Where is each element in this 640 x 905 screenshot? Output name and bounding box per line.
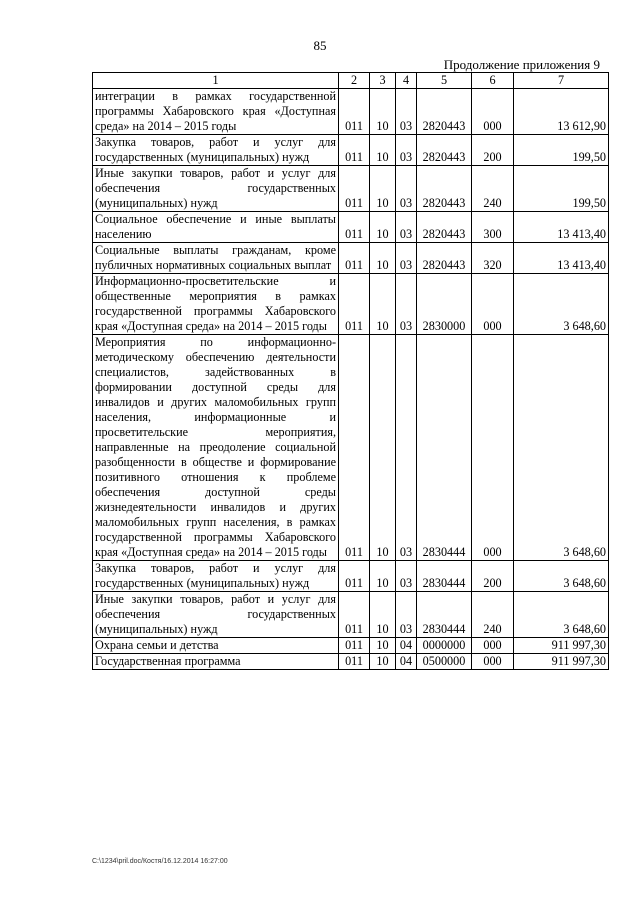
- row-code-expense-type: 300: [472, 212, 514, 243]
- row-amount: 3 648,60: [514, 335, 609, 561]
- row-code-target: 2820443: [417, 166, 472, 212]
- row-amount: 3 648,60: [514, 592, 609, 638]
- header-cell-3: 3: [370, 73, 396, 89]
- row-name: Охрана семьи и детства: [93, 638, 339, 654]
- row-code-expense-type: 000: [472, 335, 514, 561]
- row-name: интеграции в рамках государственной программы Хабаровского края «Доступная среда» на 2014 – 2015 годы: [93, 89, 339, 135]
- table-row: [93, 135, 609, 166]
- row-code-admin: 011: [339, 89, 370, 135]
- row-code-admin: 011: [339, 135, 370, 166]
- table-row: [93, 166, 609, 212]
- row-code-subsection: 03: [396, 166, 417, 212]
- row-code-subsection: 03: [396, 243, 417, 274]
- row-code-subsection: 04: [396, 654, 417, 670]
- row-code-target: 2830000: [417, 274, 472, 335]
- row-code-expense-type: 240: [472, 166, 514, 212]
- header-cell-6: 6: [472, 73, 514, 89]
- continuation-label: Продолжение приложения 9: [443, 57, 600, 72]
- row-code-expense-type: 200: [472, 561, 514, 592]
- row-name: Государственная программа: [93, 654, 339, 670]
- row-code-section: 10: [370, 166, 396, 212]
- row-code-expense-type: 000: [472, 654, 514, 670]
- row-code-target: 2820443: [417, 89, 472, 135]
- row-code-admin: 011: [339, 274, 370, 335]
- row-code-expense-type: 240: [472, 592, 514, 638]
- row-code-section: 10: [370, 212, 396, 243]
- row-amount: 13 413,40: [514, 212, 609, 243]
- row-amount: 3 648,60: [514, 561, 609, 592]
- row-code-target: 2820443: [417, 243, 472, 274]
- row-code-expense-type: 000: [472, 638, 514, 654]
- row-name: Мероприятия по информационно-методическому обеспечению деятельности специалистов, задействованных в формировании доступной среды для инвалидов и других маломобильных групп населения, информационные и просветительские мероприятия, направленные на преодоление социальной разобщенности в обществе и формирование позитивного отношения к проблеме обеспечения доступной среды жизнедеятельности инвалидов и других маломобильных групп населения, в рамках государственной программы Хабаровского края «Доступная среда» на 2014 – 2015 годы: [93, 335, 339, 561]
- row-amount: 911 997,30: [514, 638, 609, 654]
- row-code-target: 0500000: [417, 654, 472, 670]
- row-code-subsection: 03: [396, 212, 417, 243]
- row-name: Иные закупки товаров, работ и услуг для обеспечения государственных (муниципальных) нужд: [93, 592, 339, 638]
- row-code-target: 0000000: [417, 638, 472, 654]
- row-code-admin: 011: [339, 561, 370, 592]
- file-path-footer: C:\1234\pril.doc/Костя/16.12.2014 16:27:00: [92, 858, 228, 865]
- table-row: [93, 212, 609, 243]
- row-code-section: 10: [370, 135, 396, 166]
- budget-table: [92, 72, 609, 670]
- row-amount: 13 413,40: [514, 243, 609, 274]
- header-cell-1: 1: [93, 73, 339, 89]
- row-code-section: 10: [370, 638, 396, 654]
- row-code-admin: 011: [339, 638, 370, 654]
- row-code-section: 10: [370, 335, 396, 561]
- row-code-target: 2820443: [417, 212, 472, 243]
- row-code-section: 10: [370, 592, 396, 638]
- row-code-section: 10: [370, 654, 396, 670]
- row-amount: 199,50: [514, 166, 609, 212]
- row-code-expense-type: 320: [472, 243, 514, 274]
- row-code-admin: 011: [339, 212, 370, 243]
- table-row: [93, 561, 609, 592]
- header-cell-7: 7: [514, 73, 609, 89]
- row-code-target: 2830444: [417, 592, 472, 638]
- page-number: 85: [313, 38, 327, 53]
- row-code-subsection: 03: [396, 274, 417, 335]
- header-cell-4: 4: [396, 73, 417, 89]
- row-code-subsection: 03: [396, 592, 417, 638]
- row-code-expense-type: 000: [472, 89, 514, 135]
- row-name: Информационно-просветительские и общественные мероприятия в рамках государственной программы Хабаровского края «Доступная среда» на 2014 – 2015 годы: [93, 274, 339, 335]
- row-code-section: 10: [370, 243, 396, 274]
- row-code-section: 10: [370, 561, 396, 592]
- row-code-section: 10: [370, 89, 396, 135]
- row-name: Закупка товаров, работ и услуг для государственных (муниципальных) нужд: [93, 561, 339, 592]
- table-row: [93, 274, 609, 335]
- row-code-expense-type: 000: [472, 274, 514, 335]
- table-row: [93, 243, 609, 274]
- row-code-section: 10: [370, 274, 396, 335]
- header-cell-2: 2: [339, 73, 370, 89]
- table-row: [93, 654, 609, 670]
- header-cell-5: 5: [417, 73, 472, 89]
- row-code-subsection: 03: [396, 561, 417, 592]
- table-header-row: [93, 73, 609, 89]
- table-row: [93, 638, 609, 654]
- row-code-target: 2830444: [417, 561, 472, 592]
- row-code-admin: 011: [339, 592, 370, 638]
- row-code-admin: 011: [339, 335, 370, 561]
- row-amount: 199,50: [514, 135, 609, 166]
- row-code-expense-type: 200: [472, 135, 514, 166]
- row-code-subsection: 03: [396, 135, 417, 166]
- table-row: [93, 335, 609, 561]
- row-amount: 3 648,60: [514, 274, 609, 335]
- row-name: Социальные выплаты гражданам, кроме публичных нормативных социальных выплат: [93, 243, 339, 274]
- row-code-admin: 011: [339, 654, 370, 670]
- row-code-subsection: 04: [396, 638, 417, 654]
- row-amount: 13 612,90: [514, 89, 609, 135]
- table-row: [93, 89, 609, 135]
- table-row: [93, 592, 609, 638]
- row-code-subsection: 03: [396, 335, 417, 561]
- row-code-admin: 011: [339, 243, 370, 274]
- row-name: Иные закупки товаров, работ и услуг для обеспечения государственных (муниципальных) нужд: [93, 166, 339, 212]
- row-code-target: 2830444: [417, 335, 472, 561]
- row-name: Закупка товаров, работ и услуг для государственных (муниципальных) нужд: [93, 135, 339, 166]
- row-code-admin: 011: [339, 166, 370, 212]
- row-code-target: 2820443: [417, 135, 472, 166]
- row-code-subsection: 03: [396, 89, 417, 135]
- row-name: Социальное обеспечение и иные выплаты населению: [93, 212, 339, 243]
- row-amount: 911 997,30: [514, 654, 609, 670]
